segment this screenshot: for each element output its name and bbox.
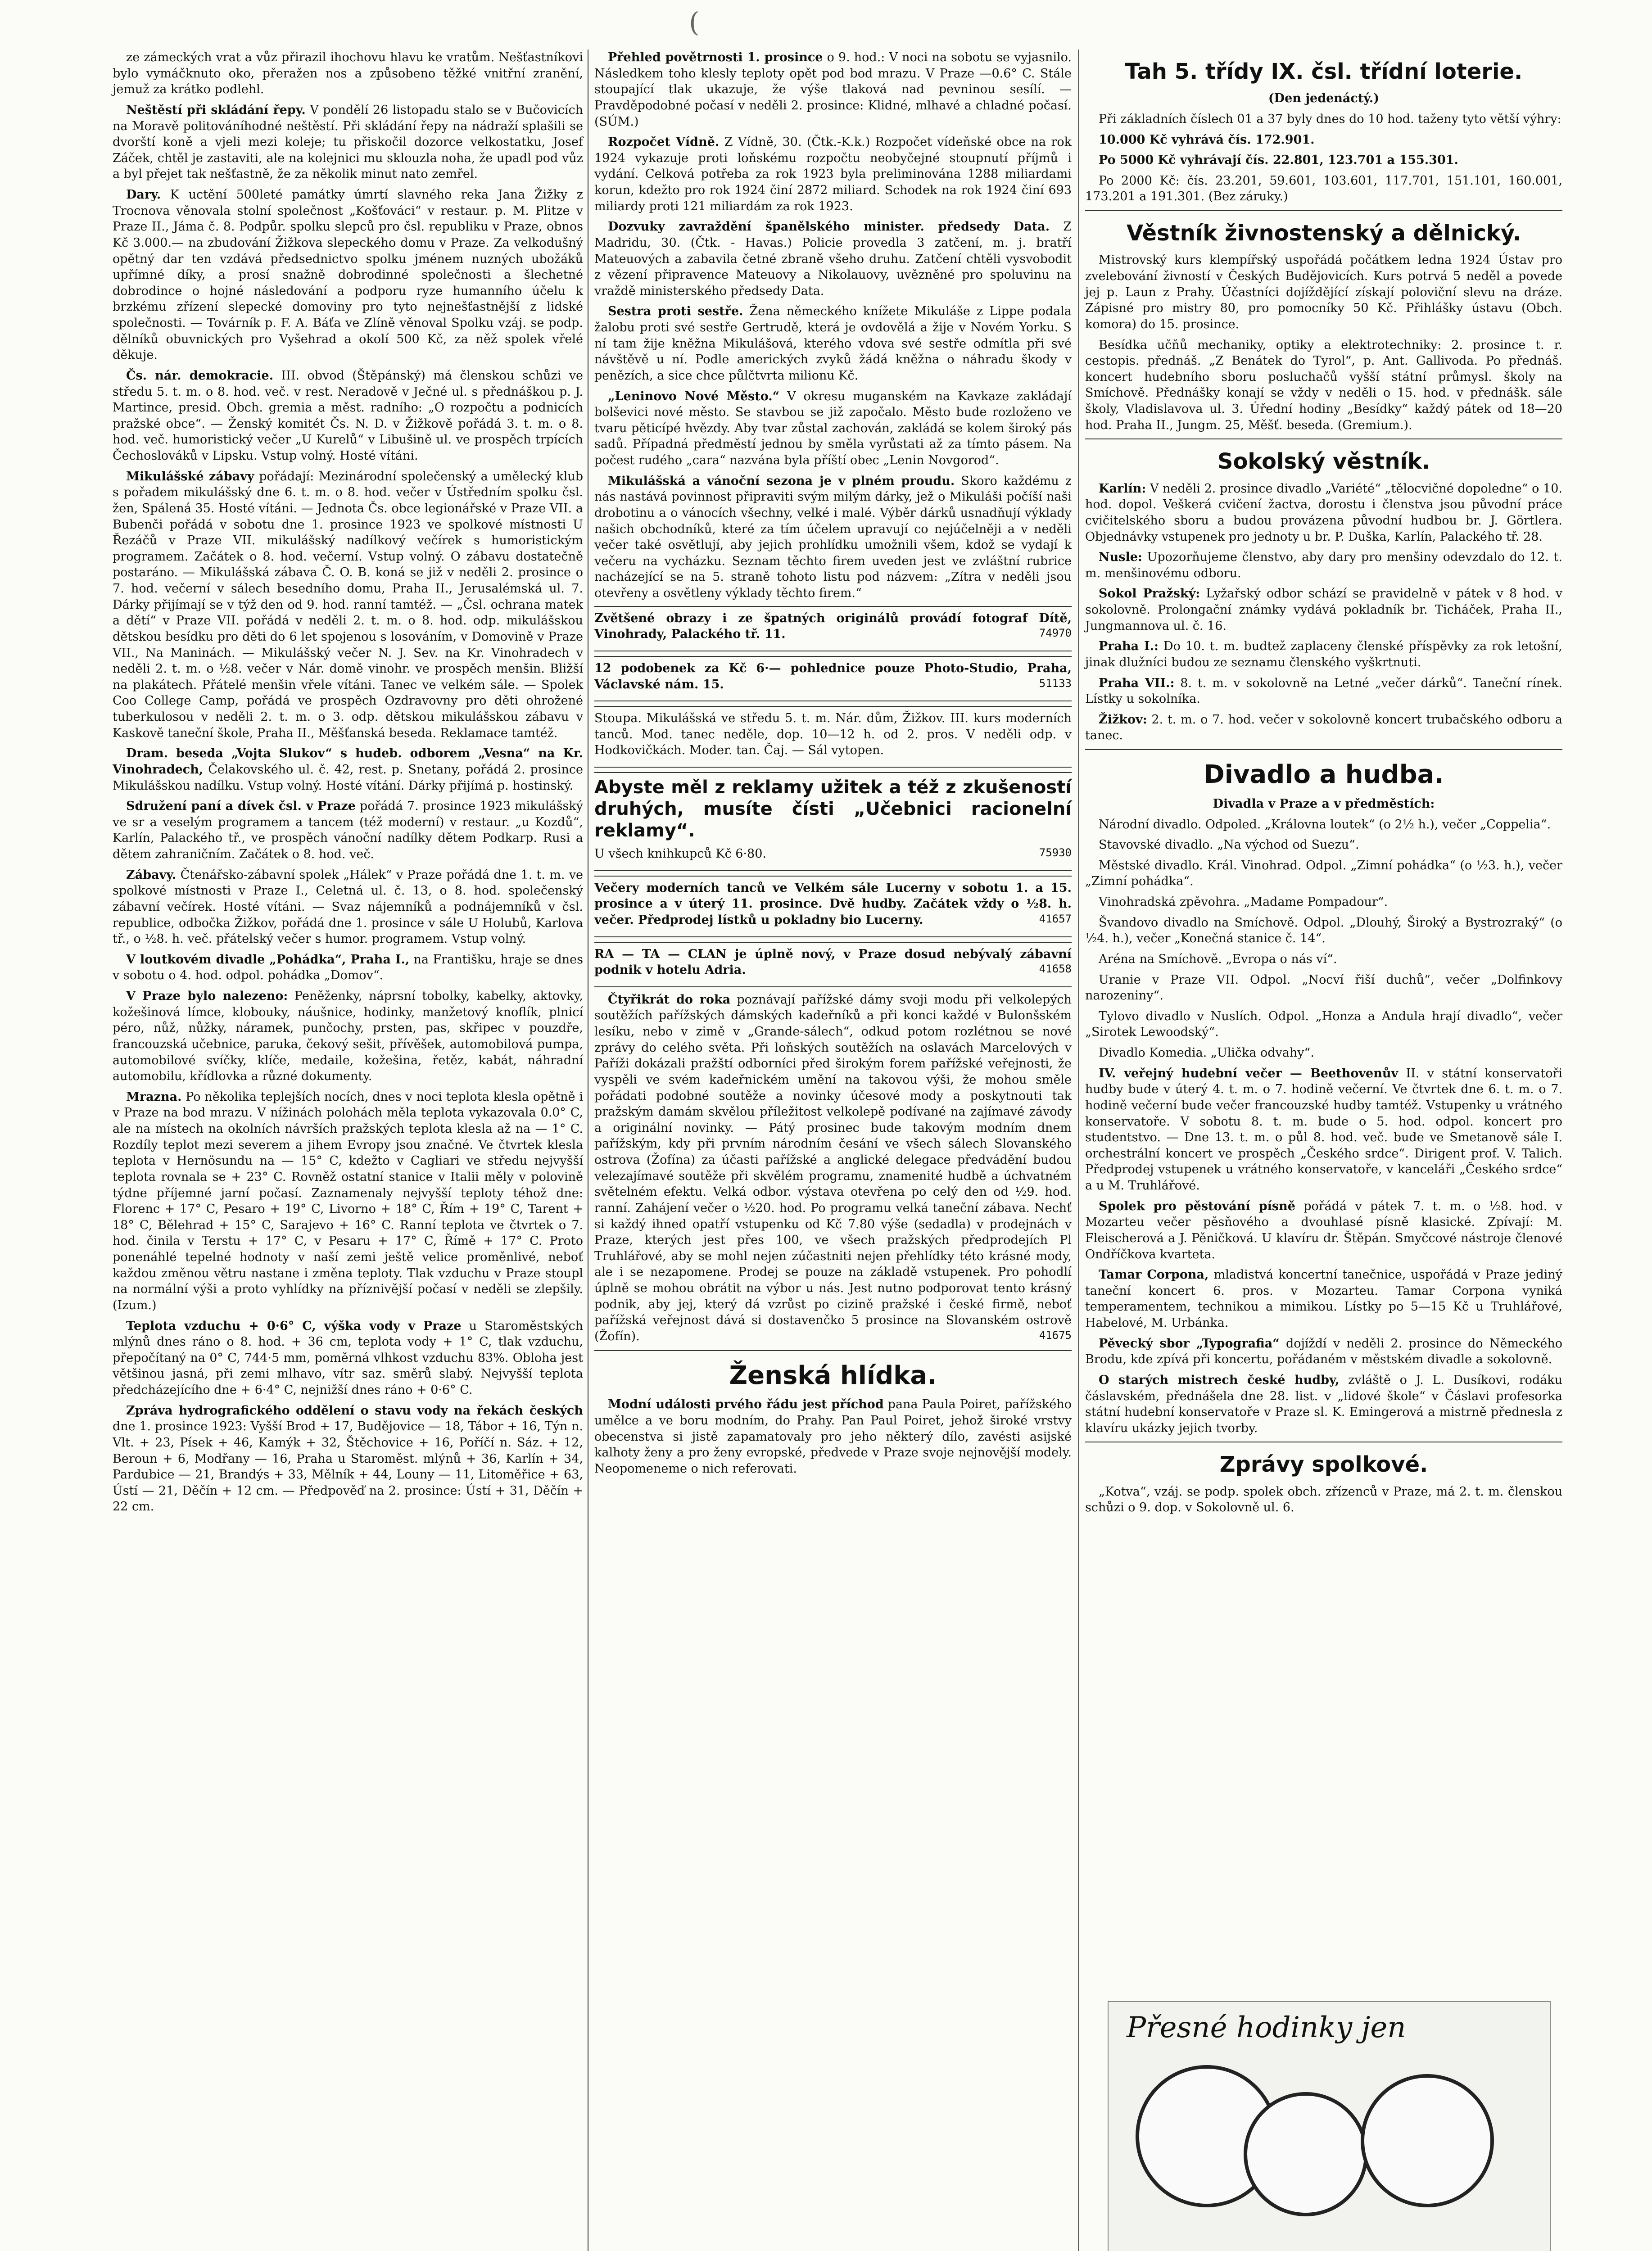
section-heading-loterie: Tah 5. třídy IX. čsl. třídní loterie.	[1125, 59, 1523, 84]
article-heading: V Praze bylo nalezeno:	[126, 989, 288, 1003]
section-divider	[594, 1350, 1072, 1351]
ad-number: 41658	[1039, 963, 1072, 976]
article	[1085, 1267, 1562, 1331]
classified-ad	[594, 706, 1072, 768]
article	[1085, 638, 1562, 670]
article-text: Peněženky, náprsní tobolky, kabelky, aktovky, kožešinová límce, klobouky, náušnice, hodinky, manžetový knoflík, plnicí péro, nůž, nůžky, náramek, punčochy, prsten, pas, skřipec v pouzdře, francouzská učebnice, paruka, čekový sešit, přívěšek, automobilová pumpa, automobilové svíčky, klíče, medaile, kožešina, řetěz, kabát, náhradní automobilu, křídlovka a různé dokumenty.	[113, 989, 583, 1084]
article	[113, 867, 583, 947]
article	[1085, 586, 1562, 634]
article	[113, 1403, 583, 1515]
article-heading: Praha VII.:	[1099, 676, 1175, 690]
ad-number: 74970	[1039, 627, 1072, 640]
column-2	[594, 50, 1072, 1482]
section-heading-zpravy: Zprávy spolkové.	[1219, 1452, 1428, 1478]
theatre-listing: Městské divadlo. Král. Vinohrad. Odpol. „Zimní pohádka“ (o ½3. h.), večer „Zimní pohádka“.	[1085, 858, 1562, 889]
article	[1085, 1372, 1562, 1437]
ad-text	[594, 946, 1072, 978]
article-text: 2. t. m. o 7. hod. večer v sokolovně koncert trubačského odboru a tanec.	[1085, 712, 1562, 743]
section-heading-vestnik: Věstník živnostenský a dělnický.	[1127, 221, 1521, 246]
ad-body: Večery moderních tanců ve Velkém sále Lucerny v sobotu 1. a 15. prosince a v úterý 11. prosince. Dvě hudby. Začátek vždy o ½8. h. večer. Předprodej lístků u pokladny bio Lucerny.	[594, 881, 1072, 927]
section-divider	[1085, 210, 1562, 211]
article-heading: Přehled povětrnosti 1. prosince	[608, 50, 823, 64]
article-heading: Mrazna.	[126, 1089, 182, 1104]
paragraph: Při základních číslech 01 a 37 byly dnes do 10 hod. taženy tyto větší výhry:	[1099, 112, 1561, 126]
zenith-watch-ad	[1108, 2001, 1551, 2251]
article-heading: Zpráva hydrografického oddělení o stavu vody na řekách českých	[126, 1403, 583, 1418]
article	[594, 389, 1072, 469]
article-text: poznávají pařížské dámy svoji modu při velkolepých soutěžích pařížských dámských kadeřníků a při konci každé v Bulonšském lesíku, nebo v zimě v „Grande-sálech“, odkud potom rozlétnou se nové zprávy do celého světa. Při loňských soutěžích na oslavách Marcelových v Paříži dokázali pražští odborníci před širokým forem pařížské veřejnosti, že vyspěli ve svém kadeřnickém umění na takovou výši, že mohou směle pořádati podobné soutěže a novinky účesové mody a poskytnouti tak pražským damám skvělou příležitost velkolepě podívané na zajímavé závody a originální novinky. — Pátý prosinec bude takovým modním dnem pařížským, kdy při prvním národním česání ve všech sálech Slovanského ostrova (Žofína) za účasti pařížské a anglické delegace předvádění budou velezajímavé soutěže při skvělém programu, znamenité hudbě a úchvatném světelném efektu. Velká odbor. výstava otevřena po celý den od ½9. hod. ranní. Zahájení večer o ½20. hod. Po programu velká taneční zábava. Nechť si každý ihned opatří vstupenku od Kč 7.80 výše (sedadla) v prodejnách v Praze, kterých jest přes 100, ve všech pražských předprodejích Pl Truhlářové, aby se mohl nejen zúčastniti nejen přehlídky této krásné mody, ale i se nezapomene. Prodej se pouze na základě vstupenek. Pro pohodlí úplně se mohou obrátit na výbor u nás. Jest nutno podporovat tento krásný podnik, aby jej, který dá vzrůst po cizině pražské i české firmě, neboť pařížská veřejnost dává si dostavenčko 5 prosince na Slovanském ostrově (Žofín).	[594, 992, 1072, 1343]
section-divider	[1085, 438, 1562, 439]
article-heading: Neštěstí při skládání řepy.	[126, 103, 306, 117]
article-text: dojíždí v neděli 2. prosince do Německého Brodu, kde zpívá při koncertu, pořádaném v městském divadle a sokolovně.	[1085, 1336, 1563, 1367]
article	[113, 102, 583, 182]
article	[1085, 712, 1562, 744]
theatre-listing: Stavovské divadlo. „Na východ od Suezu“.	[1099, 838, 1359, 852]
article-text: Po několika teplejších nocích, dnes v noci teplota klesla opětně i v Praze na bod mrazu. V nížinách polohách měla teplota vykazovala 0.0° C, ale na místech na okolních návrších pražských teplota klesla až na — 1° C. Rozdíly teplot mezi severem a jihem Evropy jsou značné. Ve čtvrtek klesla teplota v Hernösundu na — 15° C, kdežto v Cagliari ve středu nejvyšší teplota rovnala se + 23° C. Rovněž ostatní stanice v Italii měly v polovině týdne příjemné jarní počasí. Zaznamenaly nejvyšší teploty téhož dne: Florenc + 17° C, Pesaro + 19° C, Livorno + 18° C, Řím + 19° C, Tarent + 18° C, Bělehrad + 15° C, Sarajevo + 16° C. Ranní teplota ve čtvrtek o 7. hod. činila v Terstu + 17° C, v Pesaru + 17° C, Římě + 17° C. Proto ponenáhlé tepelné hodnoty v naší zemi ještě velice proměnlivé, neboť každou změnou větru nastane i změna teploty. Tlak vzduchu v Praze stoupl na normální výši a proto vyhlídky na příznivější počasí v neděli se zlepšily. (Izum.)	[113, 1089, 583, 1312]
article-text: V neděli 2. prosince divadlo „Variété“ „tělocvičné dopoledne“ o 10. hod. dopol. Veškerá cvičení žactva, dorostu i členstva jsou původní práce cvičitelského sboru a budou provázena původní hudbou br. J. Görtlera. Objednávky vstupenek pro jednoty u br. P. Duška, Karlín, Palackého tř. 28.	[1085, 481, 1562, 544]
subheading: (Den jedenáctý.)	[1268, 91, 1380, 106]
paragraph: „Kotva“, vzáj. se podp. spolek obch. zřízenců v Praze, má 2. t. m. členskou schůzi o 9. dop. v Sokolovně ul. 6.	[1085, 1484, 1562, 1515]
page-mark: (	[689, 7, 700, 38]
ad-text	[594, 880, 1072, 928]
article-heading: Modní události prvého řádu jest příchod	[608, 1397, 884, 1412]
article	[1085, 1198, 1562, 1263]
article-text: V pondělí 26 listopadu stalo se v Bučovicích na Moravě politováníhodné neštěstí. Při skládání řepy na nádraží splašili se dvorští koně a vjeli mezi koleje; tu přiskočil dozorce velkostatku, Josef Záček, chtěl je zastaviti, ale na kolejnici mu sklouzla noha, že upadl pod vůz a byl přejet tak nešťastně, že za několik minut nato zemřel.	[113, 103, 583, 181]
column-1	[113, 50, 583, 1519]
theatre-listing: Tylovo divadlo v Nuslích. Odpol. „Honza a Andula hrají divadlo“, večer „Sirotek Lewoodský“.	[1085, 1009, 1562, 1040]
classified-ad	[594, 876, 1072, 937]
article	[113, 187, 583, 363]
article-text: dne 1. prosince 1923: Vyšší Brod + 17, Budějovice — 18, Tábor + 16, Týn n. Vlt. + 23, Písek + 46, Kamýk + 32, Štěchovice + 16, Poříčí n. Sáz. + 12, Beroun + 6, Modřany — 16, Praha u Staroměst. mlýnů + 36, Karlín + 34, Pardubice — 21, Brandýs + 33, Mělník + 44, Louny — 11, Litoměřice + 63, Ústí — 21, Děčín + 12 cm. — Předpověď na 2. prosince: Ústí + 31, Děčín + 22 cm.	[113, 1419, 583, 1514]
article	[594, 1397, 1072, 1477]
article-heading: Pěvecký sbor „Typografia“	[1099, 1336, 1280, 1351]
theatre-listing: Národní divadlo. Odpoled. „Královna loutek“ (o 2½ h.), večer „Coppelia“.	[1099, 817, 1551, 832]
lottery-win: Po 2000 Kč: čís. 23.201, 59.601, 103.601, 117.701, 151.101, 160.001, 173.201 a 191.301. (Bez záruky.)	[1085, 173, 1562, 204]
article-heading: Teplota vzduchu + 0·6° C, výška vody v Praze	[126, 1319, 462, 1333]
paragraph: Mistrovský kurs klempířský uspořádá počátkem ledna 1924 Ústav pro zvelebování živností v Českých Budějovicích. Kurs potrvá 5 neděl a povede jej p. Laun z Prahy. Účastníci dojíždějící získají poloviční slevu na dráze. Zápisné pro mistry 80, pro pomocníky 50 Kč. Přihlášky ústavu (Obch. komora) do 15. prosince.	[1085, 253, 1562, 331]
article-text: na Františku, hraje se dnes v sobotu o 4. hod. odpol. pohádka „Domov“.	[113, 952, 584, 983]
article	[1085, 481, 1562, 545]
article-heading: Rozpočet Vídně.	[608, 135, 720, 149]
article-heading: Sokol Pražský:	[1099, 587, 1200, 601]
pocket-watch-icon	[1244, 2092, 1368, 2216]
article-heading: Čtyřikrát do roka	[608, 992, 731, 1007]
article-heading: Mikulášská a vánoční sezona je v plném proudu.	[608, 474, 955, 488]
article-text: pana Paula Poiret, pařížského umělce a ve boru modním, do Prahy. Pan Paul Poiret, jehož široké vrstvy obecenstva si jistě zapamatovaly pro jeho některý dílo, zavésti asijské kalhoty ženy a pro ženy evropské, předvede v Praze svoje nejnovější modely. Neopomeneme o nich referovati.	[594, 1397, 1072, 1476]
article-text: Z Vídně, 30. (Čtk.-K.k.) Rozpočet vídeňské obce na rok 1924 vykazuje proti loňskému rozpočtu neobyčejné stoupnutí příjmů i vydání. Celková potřeba za rok 1923 byla preliminována 1288 miliardami korun, kdežto pro rok 1924 činí 2872 miliard. Schodek na rok 1924 činí 693 miliardy proti 121 miliardám za rok 1923.	[594, 135, 1072, 213]
article-heading: O starých mistrech české hudby,	[1099, 1373, 1340, 1387]
column-3	[1085, 50, 1562, 1520]
article-heading: Čs. nár. demokracie.	[126, 368, 274, 383]
ad-script-text: Přesné hodinky jen	[1127, 2011, 1406, 2044]
article-heading: V loutkovém divadle „Pohádka“, Praha I.,	[126, 952, 410, 967]
article-text: pořádá v pátek 7. t. m. o ½8. hod. v Mozarteu večer pěsňového a dvouhlasé písně klasické. Zpívají: M. Fleischerová a J. Pěničková. U klavíru dr. Štěpán. Smyčcové nástroje členové Ondříčkova kvarteta.	[1085, 1199, 1562, 1261]
ad-text	[594, 610, 1072, 642]
article-text: Upozorňujeme členstvo, aby dary pro menšiny odevzdalo do 12. t. m. menšinovému odboru.	[1085, 550, 1562, 580]
ad-text	[594, 660, 1072, 692]
ad-body: U všech knihkupců Kč 6·80.	[594, 847, 766, 861]
article-text: o 9. hod.: V noci na sobotu se vyjasnilo. Následkem toho klesly teploty opět pod bod mrazu. V Praze —0.6° C. Stále stoupající tlak ukazuje, že výše tlaková nad pevninou sesílí. — Pravděpodobné počasí v neděli 2. prosince: Klidné, mlhavé a chladné počasí. (SÚM.)	[594, 50, 1072, 129]
article-text: zvláště o J. L. Dusíkovi, rodáku čáslavském, přednášela dne 28. list. v „lidové škole“ v Čáslavi profesorka státní hudební konservatoře v Praze sl. K. Emingerová a mistrně přednesla z klavíru ukázky jejich tvorby.	[1085, 1373, 1562, 1435]
subheading: Divadla v Praze a v předměstích:	[1213, 796, 1435, 811]
article	[594, 303, 1072, 384]
article-heading: Tamar Corpona,	[1099, 1268, 1209, 1282]
theatre-listing: Aréna na Smíchově. „Evropa o nás ví“.	[1099, 952, 1337, 966]
article	[1085, 675, 1562, 707]
lottery-win: 10.000 Kč vyhrává čís. 172.901.	[1099, 132, 1315, 147]
ad-number: 41675	[1039, 1329, 1072, 1342]
article-text: II. v státní konservatoři hudby bude v úterý 4. t. m. o 7. hodině večerní. Ve čtvrtek dne 6. t. m. o 7. hodině večerní bude večer francouzské hudby tamtéž. Vstupenky u vrátného konservatoře. V sobotu 8. t. m. bude o 5. hod. odpol. koncert pro studentstvo. — Dne 13. t. m. o půl 8. hod. več. bude ve Smetanově sále I. orchestrální koncert ve prospěch „Českého srdce“. Dirigent prof. V. Talich. Předprodej vstupenek u vrátného konservatoře, v kanceláři „Českého srdce“ a u M. Truhlářové.	[1085, 1066, 1562, 1193]
ad-text: Stoupa. Mikulášská ve středu 5. t. m. Nár. dům, Žižkov. III. kurs moderních tanců. Mod. tanec neděle, dop. 10—12 h. od 2. pros. V neděli odp. v Hodkovičkách. Moder. tan. Čaj. — Sál vytopen.	[594, 711, 1072, 758]
article-heading: Mikulášské zábavy	[126, 469, 254, 484]
article-heading: Dozvuky zavraždění španělského minister. předsedy Data.	[608, 220, 1050, 234]
ad-number: 41657	[1039, 912, 1072, 925]
theatre-listing: Uranie v Praze VII. Odpol. „Nocví řiší duchů“, večer „Dolfinkovy narozeniny“.	[1085, 972, 1562, 1003]
section-heading-sokol: Sokolský věstník.	[1217, 449, 1430, 475]
article	[113, 469, 583, 741]
theatre-listing: Švandovo divadlo na Smíchově. Odpol. „Dlouhý, Široký a Bystrozraký“ (o ½4. h.), večer „Konečná stanice č. 14“.	[1085, 915, 1562, 946]
article-text: V okresu muganském na Kavkaze zakládají bolševici nové město. Se stavbou se již započalo. Město bude rozloženo ve tvaru pěticípé hvězdy. Aby tvar zůstal zachován, zakládá se kolem široký pás sadů. Případná předměstí jednou by směla vyrůstati až za tímto pásem. Na počest rudého „cara“ nazvána byla příští obec „Lenin Novgorod“.	[594, 389, 1072, 467]
article	[113, 746, 583, 794]
section-heading-divadlo: Divadlo a hudba.	[1204, 760, 1444, 790]
article	[594, 473, 1072, 601]
theatre-listing: Vinohradská zpěvohra. „Madame Pompadour“.	[1099, 895, 1388, 909]
article-text: pořádají: Mezinárodní společenský a umělecký klub s pořadem mikulášský dne 6. t. m. o 8. hod. večer v Ústředním spolku čsl. žen, Spálená 35. Hosté vítáni. — Jednota Čs. obce legionářské v Praze VII. a Bubenči pořádá v sobotu dne 1. prosince 1923 ve spolkové místnosti U Řezáčů v Praze VII. mikulášský nadílkový večírek s humoristickým programem. Začátek o 8. hod. večerní. Vstup volný. O zábavu dostatečně postaráno. — Mikulášská zábava Č. O. B. koná se již v neděli 2. prosince o 7. hod. večerní v sálech besedního domu, Praha II., Jerusalémská ul. 7. Dárky přijímají se v týž den od 9. hod. ranní tamtéž. — „Čsl. ochrana matek a dětí“ v Praze VII. pořádá v neděli 2. t. m. o 8. hod. odp. mikulášskou dětskou besídku pro děti do 6 let spojenou s losováním, v Domovině v Praze VII., Na Maninách. — Mikulášský večer N. J. Sev. na Kr. Vinohradech v neděli 2. t. m. o ½8. večer v Nár. domě vinohr. ve prospěch menšin. Bližší na plakátech. Přátelé menšin vřele vítáni. Tanec ve velkém sále. — Spolek Coo College Camp, pořádá ve prospěch Ozdravovny pro děti ohrožené tuberkulosou v neděli 2. t. m. o 3. odp. dětskou mikulášskou zábavu v Kaskově taneční škole, Praha II., Měšťanská beseda. Reklamace tamtéž.	[113, 469, 584, 740]
article-heading: Zábavy.	[126, 868, 177, 882]
article-text: pořádá 7. prosince 1923 mikulášský ve sr a veselým programem a tancem (též moderní) v restaur. „u Kozdů“, Karlín, Palackého tř., ve prospěch vánoční nadílky dětem Podkarp. Rusi a dětem zahraničním. Začátek o 8. hod. več.	[113, 799, 584, 861]
paragraph: ze zámeckých vrat a vůz přirazil ihochovu hlavu ke vratům. Nešťastníkovi bylo vymáčknuto oko, přeražen nos a způsobeno těžké vnitřní zranění, jemuž za krátko podlehl.	[113, 50, 583, 97]
section-divider	[1085, 749, 1562, 750]
ad-headline: Abyste měl z reklamy užitek a též z zkušeností druhých, musíte čísti „Učebnici racionelní reklamy“.	[594, 777, 1072, 841]
article	[113, 1318, 583, 1398]
article	[594, 219, 1072, 299]
article-heading: Sestra proti sestře.	[608, 304, 743, 319]
article	[113, 798, 583, 863]
article-heading: Spolek pro pěstování písně	[1099, 1199, 1295, 1213]
article-text: u Staroměstských mlýnů dnes ráno o 8. hod. + 36 cm, teplota vody + 1° C, tlak vzduchu, přepočítaný na 0° C, 744·5 mm, poměrná vlhkost vzduchu 83%. Obloha jest většinou jasná, při zemi mlhavo, vítr saz. směrů slabý. Nejvyšší teplota předcházejícího dne + 6·4° C, nejnižší dnes ráno + 0·6° C.	[113, 1319, 583, 1397]
article-heading: Nusle:	[1099, 550, 1142, 565]
article-heading: Praha I.:	[1099, 639, 1159, 654]
lottery-win: Po 5000 Kč vyhrávají čís. 22.801, 123.701 a 155.301.	[1099, 153, 1458, 167]
classified-ad	[594, 772, 1072, 871]
ad-body: RA — TA — CLAN je úplně nový, v Praze dosud nebývalý zábavní podnik v hotelu Adria.	[594, 947, 1072, 977]
article-text: Skoro každému z nás nastává povinnost připraviti svým milým dárky, jež o Mikuláši počíší naši drobotinu a o vánocích všechny, velké i malé. Výběr dárků usnadňují výklady našich obchodníků, které za tím účelem upravují co nejúčelněji a v neděli večer také osvětlují, aby jejich prohlídku umožnili všem, kdož se vydají k večeru na vycházku. Seznam těchto firem uveden jest ve zvláštní rubrice nacházející se na 5. straně tohoto listu pod názvem: „Zítra v neděli jsou otevřeny a osvětleny výklady těchto firem.“	[594, 474, 1072, 600]
theatre-listing: Divadlo Komedia. „Ulička odvahy“.	[1099, 1046, 1314, 1060]
article-text: Čelakovského ul. č. 42, rest. p. Snetany, pořádá 2. prosince Mikulášskou nadílku. Vstup volný. Hosté vítání. Dárky přijímá p. hostinský.	[113, 762, 583, 793]
paragraph: Besídka učňů mechaniky, optiky a elektrotechniky: 2. prosince t. r. cestopis. přednáš. „Z Benátek do Tyrol“, p. Ant. Gallivoda. Po přednáš. koncert hudebního sboru posluchačů vyšší státní průmysl. školy na Smíchově. Přednášky konají se vždy v neděli o 15. hod. v přednášk. sále školy, Vladislavova ul. 3. Úřední hodiny „Besídky“ každý pátek od 18—20 hod. Praha II., Jungm. 25, Měšť. beseda. (Gremium.).	[1085, 338, 1562, 432]
article-text: 8. t. m. v sokolovně na Letné „večer dárků“. Taneční rínek. Lístky u sokolníka.	[1085, 676, 1562, 706]
article	[594, 992, 1072, 1345]
article-heading: Karlín:	[1099, 481, 1146, 496]
pocket-watch-icon	[1361, 2074, 1494, 2207]
article-text: Do 10. t. m. budtež zaplaceny členské příspěvky za rok letošní, jinak dlužníci budou ze seznamu členského vyškrtnuti.	[1085, 639, 1562, 669]
section-heading-zenska-hlidka: Ženská hlídka.	[729, 1361, 937, 1390]
article-heading: IV. veřejný hudební večer — Beethovenův	[1099, 1066, 1399, 1080]
column-divider	[1078, 50, 1079, 2251]
classified-ad	[594, 656, 1072, 701]
article	[594, 134, 1072, 214]
article-text: Lyžařský odbor schází se pravidelně v pátek v 8 hod. v sokolovně. Prolongační známky vydává pokladník br. Ticháček, Praha II., Jungmannova ul. č. 16.	[1085, 587, 1562, 633]
article	[1085, 1336, 1562, 1368]
article-heading: „Leninovo Nové Město.“	[608, 389, 780, 403]
article-text: mladistvá koncertní tanečnice, uspořádá v Praze jediný taneční koncert 6. pros. v Mozarteu. Tamar Corpona vyniká temperamentem, technikou a mimikou. Lístky po 5—15 Kč u Truhlářové, Habelové, M. Urbánka.	[1085, 1268, 1563, 1330]
article	[113, 988, 583, 1085]
article	[1085, 1066, 1562, 1194]
article-text: Z Madridu, 30. (Čtk. - Havas.) Policie provedla 3 zatčení, m. j. bratří Mateuových a zabavila četné zbraně všeho druhu. Zatčení chtěli vysvobodit z vězení připravence Mateuovy a Nikolauovy, uvězněné pro spoluvinu na vraždě ministerského předsedy Data.	[594, 220, 1072, 298]
ad-text	[594, 846, 1072, 862]
classified-ad	[594, 606, 1072, 651]
article-text: Žena německého knížete Mikuláše z Lippe podala žalobu proti své sestře Gertrudě, která je ovdovělá a žije v Novém Yorku. S ní tam žije kněžna Mikulášová, kteréhо vdova své sestře odmítla při své návštěvě u ní. Podle amerických zvyků žádá kněžna o náhradu škody v penězích, a sice chce půlčtvrta milionu Kč.	[594, 304, 1072, 383]
article-heading: Žižkov:	[1099, 712, 1147, 727]
article	[113, 368, 583, 464]
article	[113, 952, 583, 984]
article	[1085, 549, 1562, 581]
article-text: Čtenářsko-zábavní spolek „Hálek“ v Praze pořádá dne 1. t. m. ve spolkové místnosti v Praze I., Celetná ul. č. 13, o 8. hod. společenský zábavní večírek. Hosté vítáni. — Svaz nájemníků a podnájemníků v čsl. republice, odbočka Žižkov, pořádá dne 1. prosince v sále U Holubů, Karlova tř., o ½8. h. več. přátelský večer s humor. programem. Vstup volný.	[113, 868, 583, 946]
ad-body: 12 podobenek za Kč 6·— pohlednice pouze Photo-Studio, Praha, Václavské nám. 15.	[594, 661, 1072, 692]
ad-body: Zvětšené obrazy i ze špatných originálů provádí fotograf Dítě, Vinohrady, Palackého tř. 11.	[594, 611, 1072, 642]
article-text: K uctění 500leté památky úmrtí slavného reka Jana Žižky z Trocnova věnovala stolní společnost „Košťováci“ v restaur. p. M. Plitze v Praze II., Jámа č. 8. Podpůr. spolku slepců pro čsl. republiku v Praze, obnos Kč 3.000.— na zbudování Žižkova slepeckého domu v Praze. Za velkodušný opětný dar ten vzdává předsednictvo spolku jménem nuzných ubožáků upřímné díky, a prosí snažně dobrodinné společnosti a šlechetné dobrodince o hojné následování a podporu ryze humanního účelu k brzkému zřízení slepecké domoviny pro tyto nejnešťastnější z lidské společnosti. — Továrník p. F. A. Báťa ve Zlíně věnoval Spolku vzáj. se podp. dělníků obuvnických pro Vyšehrad a okolí 500 Kč, za něž spolek vřelé děkuje.	[113, 188, 583, 362]
article-heading: Dram. beseda „Vojta Slukov“ s hudeb. odborem „Vesna“ na Kr. Vinohradech,	[113, 746, 583, 777]
article	[594, 50, 1072, 130]
article-heading: Sdružení paní a dívek čsl. v Praze	[126, 799, 356, 814]
ad-number: 51133	[1039, 677, 1072, 690]
article-heading: Dary.	[126, 188, 161, 202]
ad-number: 75930	[1039, 846, 1072, 859]
article	[113, 1089, 583, 1314]
article-text: III. obvod (Štěpánský) má členskou schůzi ve středu 5. t. m. o 8. hod. več. v rest. Neradově v Ječné ul. s přednáškou p. J. Martince, presid. Obch. gremia a měst. radního: „O rozpočtu a podnicích pražské obce“. — Ženský komitét Čs. N. D. v Žižkově pořádá 3. t. m. o 8. hod. več. humoristický večer „U Kurelů“ v Libušině ul. ve prospěch trpících Čechoslováků v Lipsku. Vstup volný. Hosté vítáni.	[113, 368, 584, 463]
classified-ad	[594, 942, 1072, 987]
